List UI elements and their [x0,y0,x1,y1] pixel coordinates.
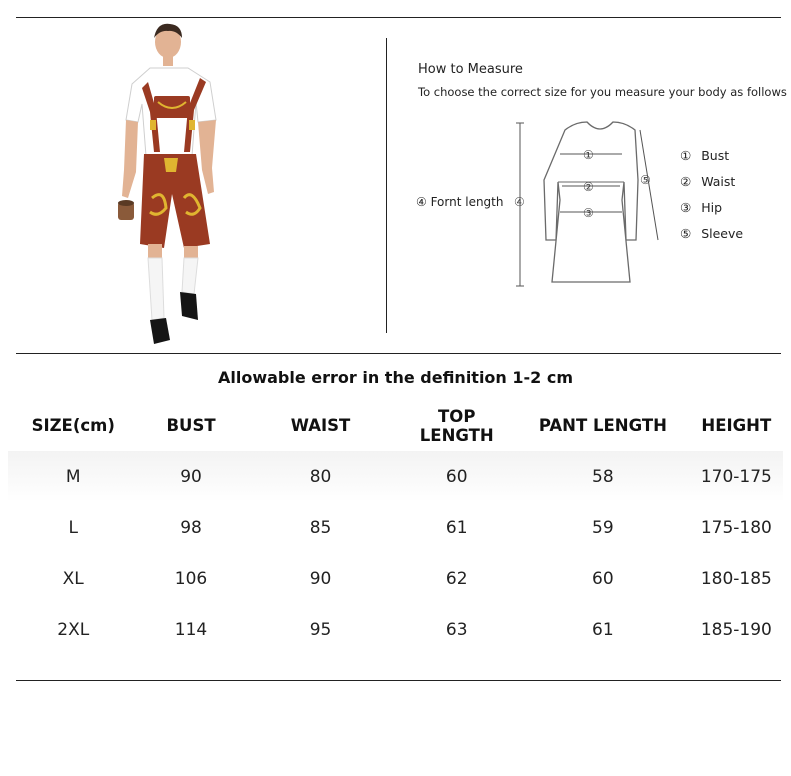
waist-mark: ② [583,180,594,194]
hip-mark: ③ [583,206,594,220]
legend-item [680,174,735,189]
vertical-divider [386,38,387,333]
legend-label: Sleeve [701,226,744,241]
table-cell: 170-175 [690,451,783,502]
measure-title: How to Measure [418,62,523,77]
table-cell: 59 [592,517,614,538]
legend-label: Waist [701,174,736,189]
legend-num: ② [680,174,692,189]
legend-item [680,148,729,163]
table-cell: 61 [592,619,614,640]
table-cell: 2XL [57,619,90,640]
bottom-rule [16,680,781,681]
tolerance-caption: Allowable error in the definition 1-2 cm [217,368,574,387]
table-cell: 62 [445,568,468,589]
table-cell: 80 [244,451,398,502]
table-cell: 58 [516,451,690,502]
column-header: HEIGHT [701,416,772,435]
table-cell: 95 [309,619,332,640]
table-cell: 180-185 [700,568,772,589]
table-cell: 60 [592,568,614,589]
legend-num: ⑤ [680,226,692,241]
column-header: WAIST [290,416,351,435]
table-cell: 98 [180,517,202,538]
top-rule [16,17,781,18]
size-chart-table [8,400,783,655]
table-cell: 185-190 [700,619,772,640]
table-row [8,604,783,655]
sleeve-mark: ⑤ [640,173,651,187]
legend-num: ③ [680,200,692,215]
table-cell: 85 [309,517,332,538]
table-cell: 106 [174,568,208,589]
table-cell: 61 [445,517,468,538]
legend-num: ① [680,148,692,163]
column-header: BUST [166,416,216,435]
table-cell: 63 [445,619,468,640]
bust-mark: ① [583,148,594,162]
table-cell: L [68,517,78,538]
legend-item [680,226,743,241]
column-header: PANT LENGTH [538,416,667,435]
column-header: TOP LENGTH [419,406,494,445]
front-length-mark: ④ [514,195,525,209]
table-header-row [8,400,783,451]
legend-label: Bust [701,148,730,163]
table-cell: M [8,451,138,502]
table-row [8,553,783,604]
legend-item [680,200,722,215]
table-cell: XL [62,568,84,589]
front-length-label: ④ Fornt length [416,195,504,209]
middle-rule [16,353,781,354]
table-cell: 60 [397,451,516,502]
measure-subtitle: To choose the correct size for you measure your body as follows [418,85,787,99]
table-cell: 90 [138,451,243,502]
table-cell: 114 [174,619,208,640]
legend-label: Hip [701,200,723,215]
table-row [8,451,783,502]
column-header: SIZE(cm) [31,416,115,435]
model-photo [112,22,242,352]
table-cell: 175-180 [700,517,772,538]
table-row [8,502,783,553]
table-cell: 90 [309,568,332,589]
